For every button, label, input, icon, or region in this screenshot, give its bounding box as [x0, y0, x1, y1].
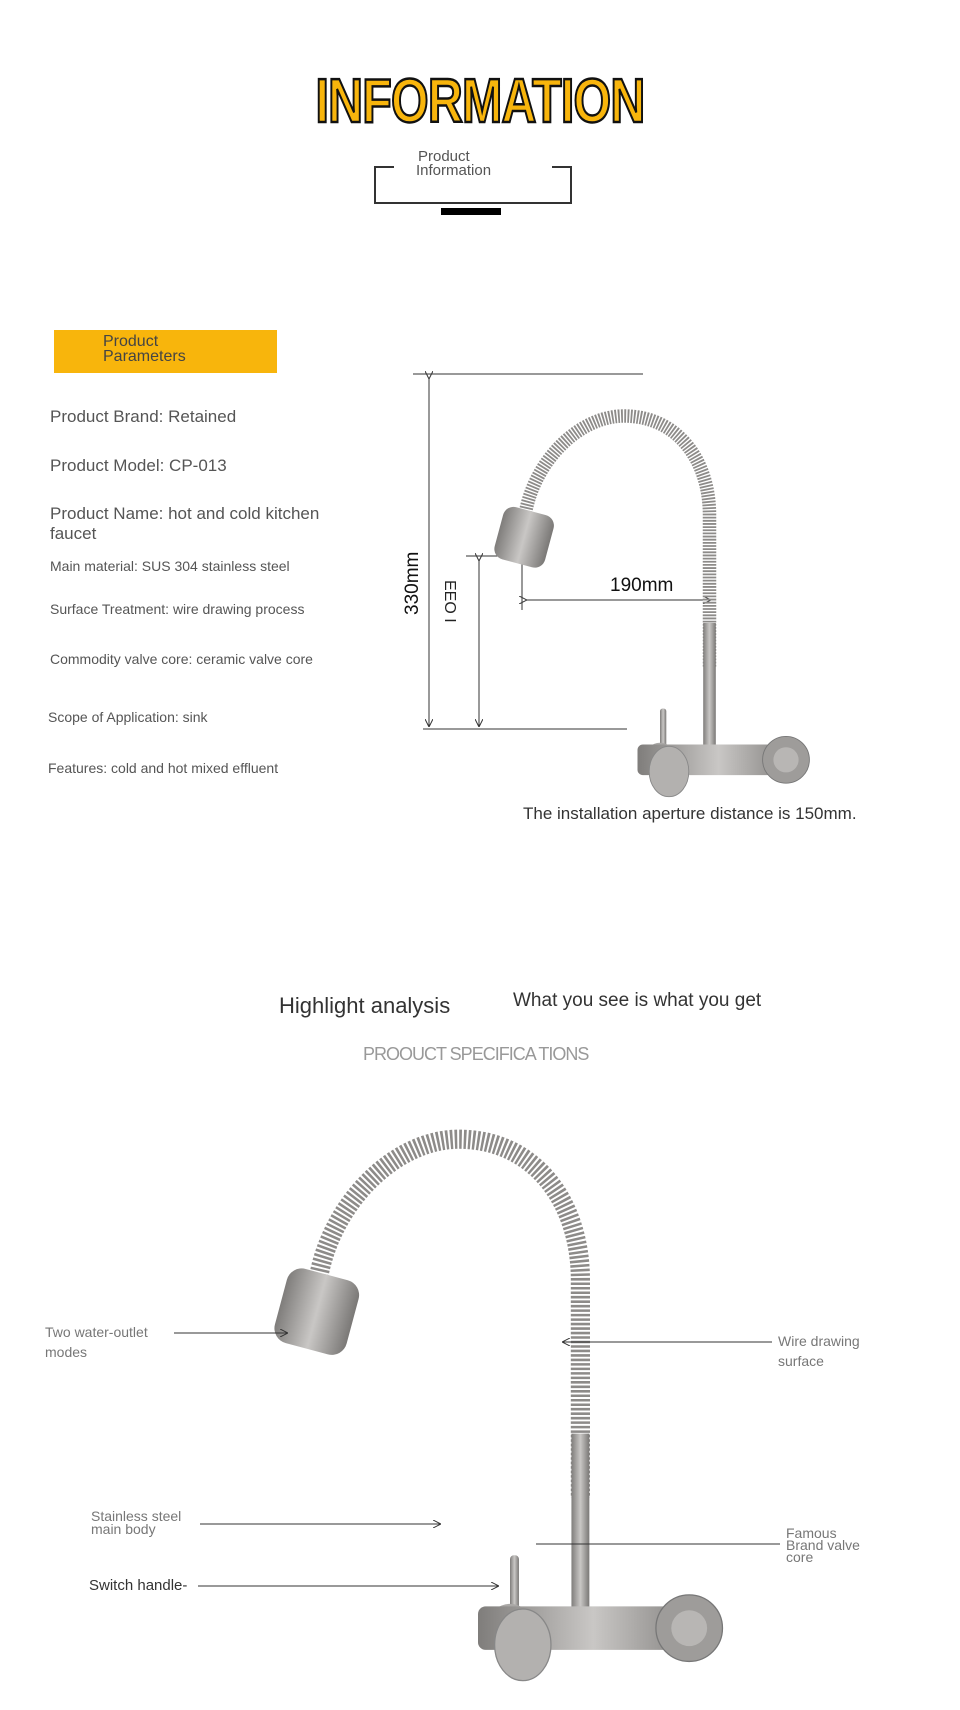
callout-body-line1: Stainless steel — [91, 1508, 182, 1524]
callout-surface — [778, 1331, 860, 1371]
callout-valve — [786, 1527, 860, 1563]
heading-line-2: Parameters — [103, 348, 186, 365]
reach-label: 190mm — [610, 575, 674, 596]
aperture-note: The installation aperture distance is 150mm. — [523, 804, 857, 823]
param-name: Product Name: hot and cold kitchen — [50, 504, 320, 523]
callout-handle: Switch handle- — [89, 1577, 188, 1594]
param-features: Features: cold and hot mixed effluent — [48, 760, 279, 776]
heading-line-1: Product — [103, 333, 159, 350]
param-surface: Surface Treatment: wire drawing process — [50, 601, 305, 617]
param-valve-core: Commodity valve core: ceramic valve core — [50, 651, 313, 667]
callout-valve-line3: core — [786, 1549, 814, 1565]
callout-surface-line1: Wire drawing — [778, 1333, 860, 1349]
spec-heading: PROOUCT SPECIFICA TIONS — [363, 1044, 589, 1064]
height-label: 330mm — [402, 551, 423, 615]
faucet-highlight-image — [271, 1139, 723, 1680]
param-brand: Product Brand: Retained — [50, 407, 237, 426]
faucet-dimension-image — [492, 416, 809, 797]
callout-body-line2: main body — [91, 1521, 156, 1537]
subtitle-line-2: Information — [416, 162, 492, 179]
param-model: Product Model: CP-013 — [50, 456, 227, 475]
callout-outlet — [45, 1322, 148, 1362]
information-title: INFORMATION — [315, 67, 645, 136]
spout-height-label: EEO I — [441, 580, 458, 623]
param-name-cont: faucet — [50, 524, 97, 543]
callout-valve-line2: Brand valve — [786, 1537, 860, 1553]
callout-surface-line2: surface — [778, 1353, 824, 1369]
subtitle-line-1: Product — [418, 148, 470, 165]
callout-valve-line1: Famous — [786, 1525, 837, 1541]
highlight-tagline: What you see is what you get — [513, 990, 762, 1011]
param-material: Main material: SUS 304 stainless steel — [50, 558, 290, 574]
highlight-title: Highlight analysis — [279, 993, 451, 1018]
param-scope: Scope of Application: sink — [48, 709, 208, 725]
callout-outlet-line2: modes — [45, 1344, 88, 1360]
callout-body — [91, 1510, 181, 1536]
callout-outlet-line1: Two water-outlet — [45, 1324, 148, 1340]
